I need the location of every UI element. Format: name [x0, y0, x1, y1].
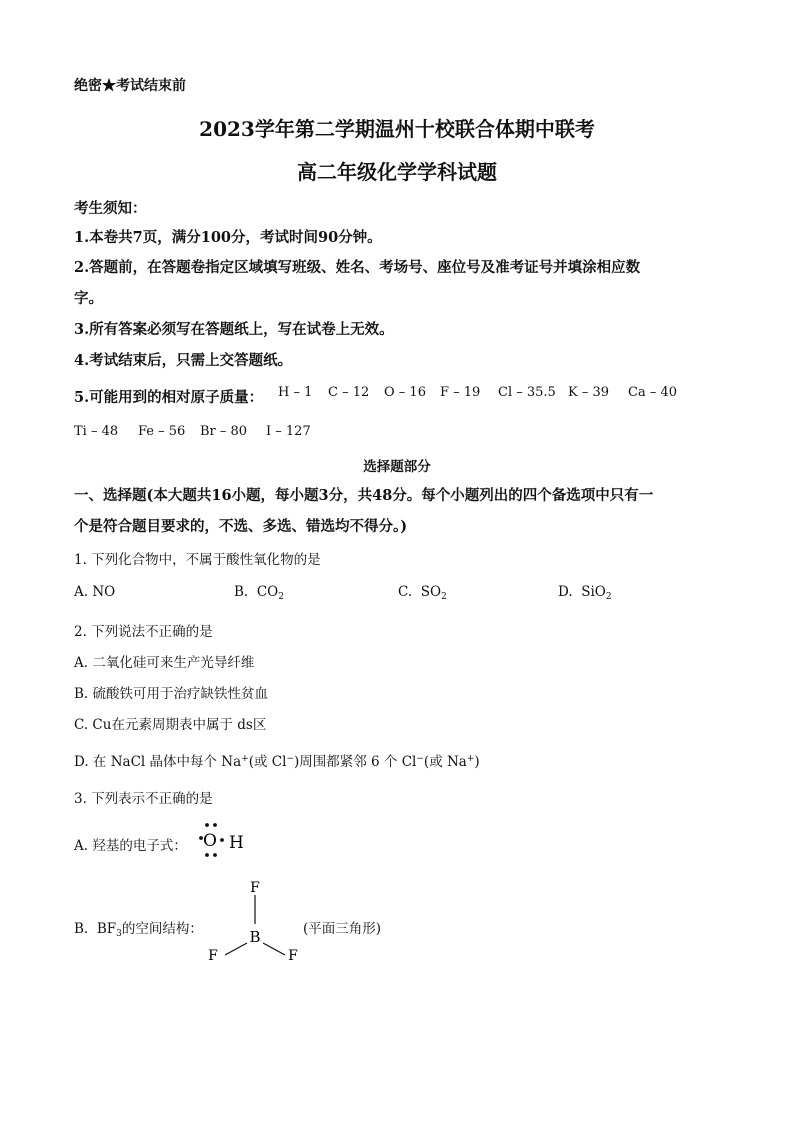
q2-option-d-mid3: (或 Na — [423, 754, 467, 770]
notice-item-4: 4.考试结束后，只需上交答题纸。 — [74, 352, 293, 369]
mass-ca: Ca – 40 — [628, 385, 678, 400]
q1-option-c-sub: 2 — [441, 592, 447, 602]
oxygen-atom: O — [203, 831, 217, 851]
q1-option-b-sub: 2 — [278, 592, 284, 602]
mass-o: O – 16 — [384, 385, 426, 400]
q2-stem: 2. 下列说法不正确的是 — [74, 624, 213, 640]
q3-option-b-sub: 3 — [116, 929, 122, 939]
q2-option-d-end: ) — [474, 754, 480, 770]
mass-c: C – 12 — [328, 385, 370, 400]
q2-option-d-mid2: )周围都紧邻 6 个 Cl — [293, 754, 417, 770]
section-title: 选择题部分 — [363, 459, 431, 475]
section-intro-line1: 一、选择题(本大题共16小题，每小题3分，共48分。每个小题列出的四个备选项中只有一 — [74, 487, 654, 504]
q1-stem: 1. 下列化合物中，不属于酸性氧化物的是 — [74, 552, 321, 568]
notice-item-2: 2.答题前，在答题卷指定区域填写班级、姓名、考场号、座位号及准考证号并填涂相应数 — [74, 259, 641, 276]
q3-option-b-prefix: B. — [74, 921, 89, 937]
q2-option-a: A. 二氧化硅可来生产光导纤维 — [74, 655, 255, 671]
bf3-structure — [200, 876, 310, 968]
q2-option-c: C. Cu在元素周期表中属于 ds区 — [74, 717, 267, 733]
mass-f: F – 19 — [440, 385, 481, 400]
q1-option-b-label: B. — [234, 584, 249, 600]
fluorine-top: F — [250, 880, 260, 896]
exam-subtitle: 高二年级化学学科试题 — [297, 160, 497, 184]
hydroxyl-electron-formula — [194, 818, 264, 862]
q1-option-c-label: C. — [398, 584, 413, 600]
q3-stem: 3. 下列表示不正确的是 — [74, 791, 213, 807]
q2-option-d-sup3: − — [416, 754, 424, 764]
q2-option-d — [74, 750, 480, 770]
boron-atom: B — [249, 928, 261, 946]
mass-k: K – 39 — [568, 385, 610, 400]
q2-option-b: B. 硫酸铁可用于治疗缺铁性贫血 — [74, 686, 269, 702]
q1-option-a: A. NO — [74, 584, 116, 600]
q1-option-b-formula: CO — [256, 584, 279, 600]
q2-option-d-sup2: − — [286, 754, 294, 764]
mass-i: I – 127 — [266, 424, 311, 439]
q3-option-a-label: A. 羟基的电子式： — [74, 838, 187, 854]
fluorine-right: F — [288, 948, 298, 964]
q3-option-b-note: (平面三角形) — [303, 921, 382, 937]
notice-item-1: 1.本卷共7页，满分100分，考试时间90分钟。 — [74, 229, 382, 246]
q1-option-c-formula: SO — [420, 584, 442, 600]
fluorine-left: F — [208, 948, 218, 964]
electron-dot-shared — [220, 838, 224, 842]
q1-option-d-formula: SiO — [581, 584, 606, 600]
bond-left — [225, 943, 247, 955]
q2-option-d-sup1: + — [241, 754, 249, 764]
q1-option-d-label: D. — [558, 584, 573, 600]
mass-br: Br – 80 — [200, 424, 248, 439]
q1-option-c — [398, 584, 447, 602]
secret-label: 绝密★考试结束前 — [74, 78, 186, 94]
mass-cl: Cl – 35.5 — [498, 385, 556, 400]
notice-heading: 考生须知： — [74, 200, 147, 217]
notice-item-5-label: 5.可能用到的相对原子质量： — [74, 389, 264, 406]
mass-h: H – 1 — [278, 385, 313, 400]
mass-ti: Ti – 48 — [74, 424, 119, 439]
q3-option-b-label — [74, 917, 203, 939]
q1-option-d-sub: 2 — [605, 592, 612, 602]
electron-dot-bottom-right — [213, 853, 217, 857]
electron-dot-top-right — [213, 823, 217, 827]
bond-right — [263, 943, 285, 955]
notice-item-3: 3.所有答案必须写在答题纸上，写在试卷上无效。 — [74, 321, 394, 338]
notice-item-2-cont: 字。 — [74, 290, 103, 307]
mass-fe: Fe – 56 — [138, 424, 186, 439]
q3-option-b-suffix: 的空间结构： — [121, 921, 203, 937]
q2-option-d-sup4: + — [466, 754, 475, 764]
q1-option-d — [558, 584, 612, 602]
electron-dot-bottom-left — [205, 853, 209, 857]
q2-option-d-pre: D. 在 NaCl 晶体中每个 Na — [74, 754, 242, 770]
electron-dot-top-left — [205, 823, 209, 827]
section-intro-line2: 个是符合题目要求的，不选、多选、错选均不得分。) — [74, 518, 408, 535]
q3-option-b-formula: BF — [96, 921, 117, 937]
q1-option-b — [234, 584, 284, 602]
q2-option-d-mid1: (或 Cl — [248, 754, 287, 770]
hydrogen-atom: H — [229, 833, 244, 853]
exam-title: 2023学年第二学期温州十校联合体期中联考 — [199, 117, 595, 141]
